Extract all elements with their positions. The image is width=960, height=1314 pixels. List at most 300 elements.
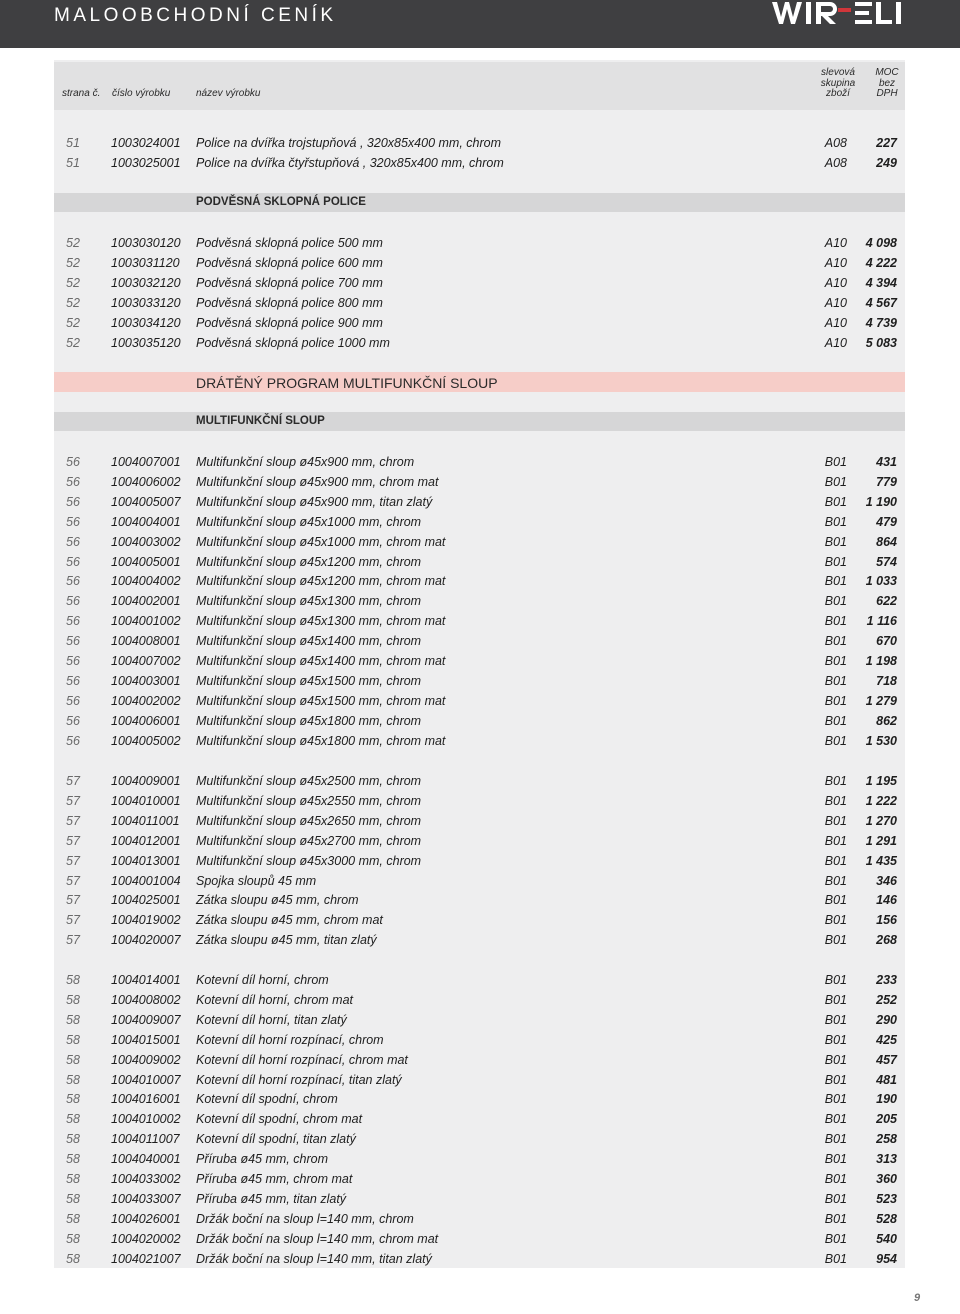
page-ref-cell: 58	[66, 1251, 80, 1266]
product-name-cell: Držák boční na sloup l=140 mm, chrom	[196, 1211, 414, 1226]
col-price-header	[870, 68, 904, 100]
product-name-cell: Multifunkční sloup ø45x2500 mm, chrom	[196, 774, 422, 788]
page-ref-cell: 57	[66, 793, 80, 808]
product-code-cell: 1004013001	[111, 853, 181, 868]
price-cell: 864	[876, 534, 897, 549]
category-header	[54, 372, 905, 392]
page-ref-cell: 58	[66, 1172, 80, 1186]
discount-group-cell: B01	[824, 813, 847, 828]
table-row	[54, 930, 905, 950]
product-code-cell: 1004009001	[111, 774, 181, 788]
page-ref-cell: 52	[66, 315, 80, 330]
discount-group-cell: B01	[824, 494, 847, 509]
product-name-cell: Multifunkční sloup ø45x1300 mm, chrom mat	[196, 614, 446, 629]
table-row	[54, 691, 905, 711]
discount-group-cell: B01	[824, 873, 847, 888]
discount-group-cell: B01	[824, 913, 847, 928]
discount-group-cell: B01	[824, 1072, 847, 1087]
product-name-cell: Příruba ø45 mm, chrom	[196, 1152, 328, 1167]
discount-group-cell: A10	[824, 295, 847, 310]
product-code-cell: 1004006001	[111, 713, 181, 728]
table-row	[54, 851, 905, 871]
product-code-cell: 1004005001	[111, 554, 181, 569]
product-name-cell: Multifunkční sloup ø45x3000 mm, chrom	[196, 853, 422, 868]
table-row	[54, 1209, 905, 1229]
product-code-cell: 1004003001	[111, 673, 181, 688]
table-row	[54, 631, 905, 651]
discount-group-cell: B01	[824, 693, 847, 708]
product-name-cell: Kotevní díl horní, chrom mat	[196, 992, 354, 1007]
product-name-cell: Multifunkční sloup ø45x2650 mm, chrom	[196, 813, 422, 828]
discount-group-cell: B01	[824, 654, 847, 668]
page-ref-cell: 56	[66, 514, 80, 529]
table-row	[54, 1109, 905, 1129]
product-name-cell: Multifunkční sloup ø45x1300 mm, chrom	[196, 594, 422, 609]
price-cell: 1 279	[865, 693, 897, 708]
product-code-cell: 1004026001	[111, 1211, 181, 1226]
discount-group-cell: B01	[824, 853, 847, 868]
page-ref-cell: 57	[66, 813, 80, 828]
product-code-cell: 1003031120	[111, 255, 180, 270]
product-code-cell: 1004004002	[111, 574, 181, 589]
price-cell: 4 222	[865, 255, 897, 270]
page-ref-cell: 56	[66, 455, 80, 469]
product-name-cell: Kotevní díl spodní, chrom	[196, 1092, 338, 1107]
product-name-cell: Multifunkční sloup ø45x2700 mm, chrom	[196, 833, 422, 848]
page-ref-cell: 51	[66, 136, 80, 150]
product-name-cell: Multifunkční sloup ø45x900 mm, titan zlatý	[196, 494, 433, 509]
discount-group-cell: B01	[824, 673, 847, 688]
page-ref-cell: 56	[66, 534, 80, 549]
discount-group-cell: B01	[824, 1112, 847, 1127]
section-title: PODVĚSNÁ SKLOPNÁ POLICE	[196, 196, 366, 208]
discount-group-cell: A10	[824, 275, 847, 290]
discount-group-cell: B01	[824, 774, 847, 788]
col-group-header-line2: skupina	[820, 77, 856, 89]
price-cell: 290	[876, 1012, 897, 1027]
discount-group-cell: B01	[824, 793, 847, 808]
discount-group-cell: B01	[824, 534, 847, 549]
price-cell: 268	[876, 933, 897, 948]
discount-group-cell: B01	[824, 992, 847, 1007]
table-row	[54, 731, 905, 751]
product-name-cell: Kotevní díl horní rozpínací, chrom mat	[196, 1052, 408, 1067]
product-name-cell: Držák boční na sloup l=140 mm, titan zlatý	[196, 1251, 432, 1266]
table-row	[54, 472, 905, 492]
page-ref-cell: 56	[66, 554, 80, 569]
discount-group-cell: B01	[824, 1231, 847, 1246]
price-cell: 258	[876, 1132, 897, 1147]
table-row	[54, 671, 905, 691]
product-name-cell: Multifunkční sloup ø45x1500 mm, chrom mat	[196, 693, 446, 708]
table-row	[54, 532, 905, 552]
product-code-cell: 1004005007	[111, 494, 181, 509]
discount-group-cell: A10	[824, 255, 847, 270]
price-cell: 360	[876, 1172, 897, 1186]
product-name-cell: Podvěsná sklopná police 600 mm	[196, 255, 383, 270]
product-name-cell: Příruba ø45 mm, titan zlatý	[196, 1191, 347, 1206]
product-name-cell: Kotevní díl horní rozpínací, chrom	[196, 1032, 384, 1047]
price-cell: 481	[876, 1072, 897, 1087]
product-code-cell: 1004020002	[111, 1231, 181, 1246]
product-code-cell: 1004025001	[111, 893, 181, 908]
page-ref-cell: 52	[66, 275, 80, 290]
price-cell: 523	[876, 1191, 897, 1206]
product-name-cell: Podvěsná sklopná police 700 mm	[196, 275, 383, 290]
product-code-cell: 1004020007	[111, 933, 181, 948]
price-cell: 425	[876, 1032, 897, 1047]
product-code-cell: 1003030120	[111, 236, 181, 250]
page-ref-cell: 57	[66, 913, 80, 928]
price-cell: 1 190	[865, 494, 897, 509]
discount-group-cell: A10	[824, 236, 847, 250]
col-code-header: číslo výrobku	[112, 88, 171, 99]
discount-group-cell: A08	[824, 155, 847, 170]
product-name-cell: Multifunkční sloup ø45x1800 mm, chrom	[196, 713, 422, 728]
table-row	[54, 1050, 905, 1070]
discount-group-cell: A10	[824, 315, 847, 330]
discount-group-cell: B01	[824, 574, 847, 589]
price-cell: 1 116	[866, 614, 897, 629]
table-row	[54, 293, 905, 313]
price-cell: 457	[876, 1052, 897, 1067]
discount-group-cell: B01	[824, 634, 847, 649]
table-row	[54, 651, 905, 671]
discount-group-cell: B01	[824, 1132, 847, 1147]
product-code-cell: 1004008001	[111, 634, 181, 649]
discount-group-cell: B01	[824, 973, 847, 987]
product-name-cell: Kotevní díl horní, titan zlatý	[196, 1012, 347, 1027]
price-cell: 954	[876, 1251, 897, 1266]
table-row	[54, 273, 905, 293]
price-cell: 1 222	[865, 793, 897, 808]
table-row	[54, 591, 905, 611]
table-row	[54, 771, 905, 791]
table-row	[54, 552, 905, 572]
product-name-cell: Multifunkční sloup ø45x2550 mm, chrom	[196, 793, 422, 808]
product-code-cell: 1004010007	[111, 1072, 181, 1087]
price-cell: 233	[876, 973, 897, 987]
table-row	[54, 970, 905, 990]
price-cell: 227	[876, 136, 897, 150]
product-name-cell: Multifunkční sloup ø45x1400 mm, chrom mat	[196, 654, 446, 668]
page-ref-cell: 52	[66, 236, 80, 250]
product-name-cell: Police na dvířka čtyřstupňová , 320x85x400 mm, chrom	[196, 155, 504, 170]
discount-group-cell: B01	[824, 474, 847, 489]
page-number: 9	[914, 1292, 921, 1304]
page-ref-cell: 56	[66, 733, 80, 748]
product-name-cell: Multifunkční sloup ø45x900 mm, chrom mat	[196, 474, 439, 489]
product-name-cell: Multifunkční sloup ø45x1500 mm, chrom	[196, 673, 422, 688]
price-cell: 1 033	[865, 574, 897, 589]
product-code-cell: 1004009007	[111, 1012, 181, 1027]
col-price-header-line3: DPH	[876, 88, 898, 99]
price-cell: 431	[876, 455, 897, 469]
product-code-cell: 1004021007	[111, 1251, 181, 1266]
product-code-cell: 1003024001	[111, 136, 181, 150]
product-code-cell: 1004012001	[111, 833, 181, 848]
price-cell: 1 435	[865, 853, 897, 868]
category-title: DRÁTĚNÝ PROGRAM MULTIFUNKČNÍ SLOUP	[196, 375, 498, 391]
product-name-cell: Zátka sloupu ø45 mm, titan zlatý	[196, 933, 377, 948]
page-ref-cell: 56	[66, 673, 80, 688]
product-name-cell: Podvěsná sklopná police 500 mm	[196, 236, 383, 250]
discount-group-cell: B01	[824, 893, 847, 908]
page-ref-cell: 57	[66, 933, 80, 948]
page-ref-cell: 58	[66, 1012, 80, 1027]
page-title: MALOOBCHODNÍ CENÍK	[54, 5, 337, 26]
price-cell: 190	[876, 1092, 897, 1107]
product-code-cell: 1004007002	[111, 654, 181, 668]
header-bar	[0, 0, 960, 48]
table-row	[54, 990, 905, 1010]
table-row	[54, 1129, 905, 1149]
product-name-cell: Multifunkční sloup ø45x1800 mm, chrom mat	[196, 733, 446, 748]
page-ref-cell: 58	[66, 1072, 80, 1087]
table-row	[54, 711, 905, 731]
product-code-cell: 1004033007	[111, 1191, 181, 1206]
discount-group-cell: B01	[824, 1172, 847, 1186]
discount-group-cell: B01	[824, 554, 847, 569]
table-row	[54, 1149, 905, 1169]
product-code-cell: 1004001004	[111, 873, 181, 888]
table-row	[54, 1249, 905, 1269]
table-row	[54, 890, 905, 910]
table-row	[54, 811, 905, 831]
product-name-cell: Multifunkční sloup ø45x900 mm, chrom	[196, 455, 415, 469]
price-cell: 4 098	[865, 236, 897, 250]
product-code-cell: 1004002001	[111, 594, 181, 609]
product-code-cell: 1003034120	[111, 315, 181, 330]
page-ref-cell: 52	[66, 255, 80, 270]
table-row	[54, 1089, 905, 1109]
discount-group-cell: B01	[824, 1251, 847, 1266]
discount-group-cell: A08	[824, 136, 847, 150]
table-row	[54, 133, 905, 153]
table-row	[54, 831, 905, 851]
product-code-cell: 1004016001	[111, 1092, 181, 1107]
col-page-header: strana č.	[62, 88, 101, 99]
table-row	[54, 1070, 905, 1090]
price-cell: 670	[876, 634, 897, 649]
product-name-cell: Podvěsná sklopná police 900 mm	[196, 315, 383, 330]
table-row	[54, 313, 905, 333]
page-ref-cell: 56	[66, 474, 80, 489]
page-ref-cell: 58	[66, 1152, 80, 1167]
col-group-header	[810, 68, 866, 100]
table-row	[54, 512, 905, 532]
page-ref-cell: 52	[66, 295, 80, 310]
page-ref-cell: 57	[66, 774, 80, 788]
page-ref-cell: 58	[66, 1132, 80, 1147]
product-name-cell: Multifunkční sloup ø45x1200 mm, chrom	[196, 554, 422, 569]
col-price-header-line1: MOC	[875, 67, 899, 78]
discount-group-cell: B01	[824, 933, 847, 948]
price-cell: 479	[876, 514, 897, 529]
page-ref-cell: 52	[66, 335, 80, 350]
product-code-cell: 1003025001	[111, 155, 181, 170]
table-row	[54, 452, 905, 472]
product-code-cell: 1004007001	[111, 455, 181, 469]
price-cell: 779	[876, 474, 897, 489]
product-code-cell: 1004010001	[111, 793, 181, 808]
table-row	[54, 1169, 905, 1189]
discount-group-cell: A10	[824, 335, 847, 350]
discount-group-cell: B01	[824, 1211, 847, 1226]
page-ref-cell: 58	[66, 1112, 80, 1127]
table-row	[54, 571, 905, 591]
product-code-cell: 1004005002	[111, 733, 181, 748]
price-cell: 1 198	[865, 654, 897, 668]
price-cell: 146	[876, 893, 897, 908]
page-ref-cell: 57	[66, 893, 80, 908]
discount-group-cell: B01	[824, 1191, 847, 1206]
table-row	[54, 1229, 905, 1249]
col-group-header-line3: zboží	[826, 88, 850, 99]
price-cell: 4 567	[865, 295, 897, 310]
table-row	[54, 333, 905, 353]
product-code-cell: 1004040001	[111, 1152, 181, 1167]
page-ref-cell: 51	[66, 155, 80, 170]
price-cell: 252	[876, 992, 897, 1007]
product-name-cell: Podvěsná sklopná police 800 mm	[196, 295, 383, 310]
section-header-multifunkcni-sloup	[54, 412, 905, 431]
price-cell: 1 291	[865, 833, 897, 848]
page-ref-cell: 57	[66, 853, 80, 868]
product-name-cell: Kotevní díl horní, chrom	[196, 973, 329, 987]
price-cell: 1 195	[865, 774, 897, 788]
col-group-header-line1: slevová	[821, 67, 855, 78]
column-header-band	[54, 62, 905, 110]
product-name-cell: Multifunkční sloup ø45x1200 mm, chrom mat	[196, 574, 446, 589]
product-code-cell: 1004011007	[111, 1132, 180, 1147]
table-row	[54, 910, 905, 930]
price-cell: 528	[876, 1211, 897, 1226]
product-code-cell: 1004003002	[111, 534, 181, 549]
price-cell: 540	[876, 1231, 897, 1246]
price-cell: 718	[876, 673, 897, 688]
price-cell: 346	[876, 873, 897, 888]
page-ref-cell: 56	[66, 494, 80, 509]
product-name-cell: Kotevní díl spodní, chrom mat	[196, 1112, 363, 1127]
price-cell: 4 739	[865, 315, 897, 330]
discount-group-cell: B01	[824, 1012, 847, 1027]
product-name-cell: Zátka sloupu ø45 mm, chrom mat	[196, 913, 383, 928]
discount-group-cell: B01	[824, 614, 847, 629]
product-code-cell: 1004001002	[111, 614, 181, 629]
discount-group-cell: B01	[824, 1092, 847, 1107]
table-row	[54, 153, 905, 173]
section-header-podvesna-police	[54, 193, 905, 212]
table-row	[54, 1189, 905, 1209]
product-name-cell: Zátka sloupu ø45 mm, chrom	[196, 893, 359, 908]
product-name-cell: Spojka sloupů 45 mm	[196, 873, 317, 888]
table-row	[54, 1030, 905, 1050]
discount-group-cell: B01	[824, 733, 847, 748]
table-row	[54, 233, 905, 253]
price-cell: 862	[876, 713, 897, 728]
product-code-cell: 1004014001	[111, 973, 181, 987]
col-price-header-line2: bez	[878, 77, 896, 89]
product-code-cell: 1004009002	[111, 1052, 181, 1067]
product-name-cell: Držák boční na sloup l=140 mm, chrom mat	[196, 1231, 439, 1246]
page-ref-cell: 58	[66, 973, 80, 987]
discount-group-cell: B01	[824, 514, 847, 529]
page-ref-cell: 58	[66, 1052, 80, 1067]
page-ref-cell: 56	[66, 634, 80, 649]
table-row	[54, 1010, 905, 1030]
product-code-cell: 1004015001	[111, 1032, 181, 1047]
section-title: MULTIFUNKČNÍ SLOUP	[196, 415, 325, 427]
product-name-cell: Police na dvířka trojstupňová , 320x85x400 mm, chrom	[196, 136, 502, 150]
table-row	[54, 611, 905, 631]
page-ref-cell: 58	[66, 1092, 80, 1107]
product-name-cell: Příruba ø45 mm, chrom mat	[196, 1172, 353, 1186]
table-row	[54, 871, 905, 891]
discount-group-cell: B01	[824, 455, 847, 469]
product-name-cell: Kotevní díl horní rozpínací, titan zlatý	[196, 1072, 402, 1087]
page-ref-cell: 56	[66, 614, 80, 629]
product-name-cell: Multifunkční sloup ø45x1400 mm, chrom	[196, 634, 422, 649]
product-code-cell: 1003032120	[111, 275, 181, 290]
product-code-cell: 1004033002	[111, 1172, 181, 1186]
page-ref-cell: 57	[66, 873, 80, 888]
table-row	[54, 791, 905, 811]
price-cell: 313	[876, 1152, 897, 1167]
page-ref-cell: 58	[66, 992, 80, 1007]
product-name-cell: Multifunkční sloup ø45x1000 mm, chrom	[196, 514, 422, 529]
page-ref-cell: 56	[66, 594, 80, 609]
product-name-cell: Multifunkční sloup ø45x1000 mm, chrom mat	[196, 534, 446, 549]
discount-group-cell: B01	[824, 594, 847, 609]
price-cell: 156	[876, 913, 897, 928]
price-cell: 4 394	[865, 275, 897, 290]
price-cell: 5 083	[865, 335, 897, 350]
page-ref-cell: 56	[66, 654, 80, 668]
page-ref-cell: 58	[66, 1032, 80, 1047]
page-ref-cell: 57	[66, 833, 80, 848]
page-ref-cell: 58	[66, 1211, 80, 1226]
wireli-logo	[772, 2, 908, 24]
col-name-header: název výrobku	[196, 88, 261, 99]
product-code-cell: 1004019002	[111, 913, 181, 928]
product-code-cell: 1004008002	[111, 992, 181, 1007]
price-cell: 205	[876, 1112, 897, 1127]
discount-group-cell: B01	[824, 1152, 847, 1167]
price-cell: 249	[876, 155, 897, 170]
product-name-cell: Kotevní díl spodní, titan zlatý	[196, 1132, 356, 1147]
page-ref-cell: 56	[66, 713, 80, 728]
price-cell: 622	[876, 594, 897, 609]
product-code-cell: 1004011001	[111, 813, 180, 828]
page-ref-cell: 58	[66, 1191, 80, 1206]
discount-group-cell: B01	[824, 1052, 847, 1067]
price-cell: 1 530	[865, 733, 897, 748]
page-ref-cell: 56	[66, 574, 80, 589]
discount-group-cell: B01	[824, 833, 847, 848]
discount-group-cell: B01	[824, 713, 847, 728]
product-code-cell: 1003033120	[111, 295, 181, 310]
table-row	[54, 492, 905, 512]
product-code-cell: 1004004001	[111, 514, 181, 529]
product-code-cell: 1004002002	[111, 693, 181, 708]
price-cell: 574	[876, 554, 897, 569]
product-code-cell: 1004006002	[111, 474, 181, 489]
page-ref-cell: 58	[66, 1231, 80, 1246]
discount-group-cell: B01	[824, 1032, 847, 1047]
product-name-cell: Podvěsná sklopná police 1000 mm	[196, 335, 390, 350]
page-ref-cell: 56	[66, 693, 80, 708]
